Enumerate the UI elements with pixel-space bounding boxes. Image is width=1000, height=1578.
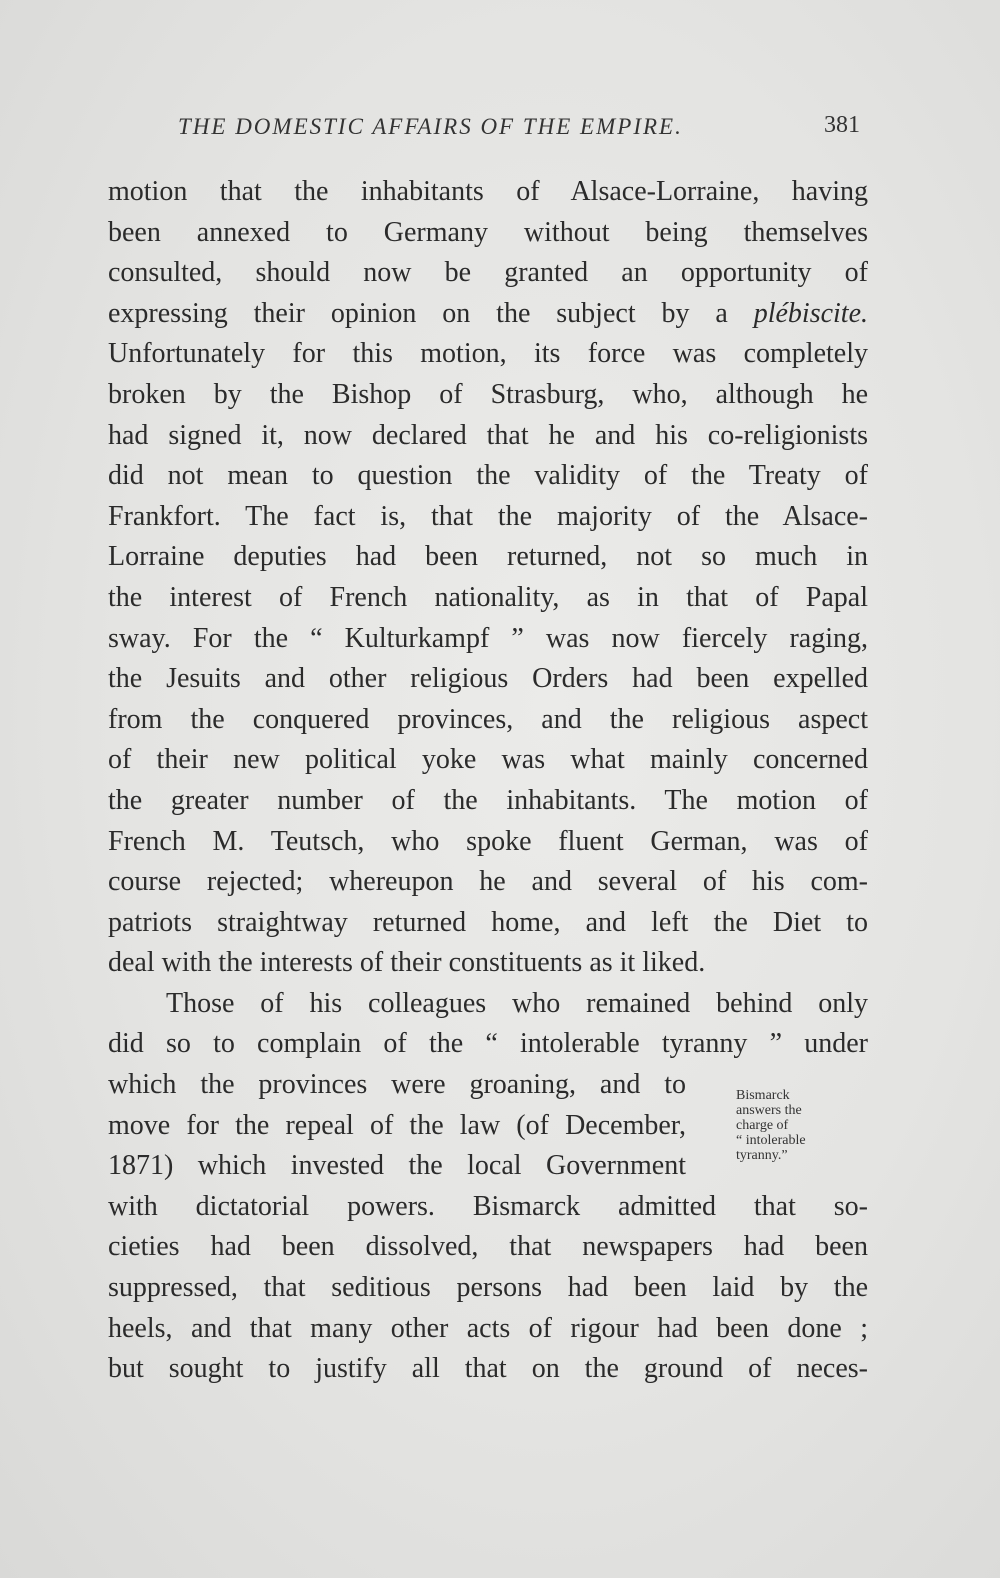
text-line: did not mean to question the validity of the Treaty of xyxy=(108,460,868,492)
text-line: had signed it, now declared that he and his co-religionists xyxy=(108,419,868,451)
text-line: move for the repeal of the law (of December, xyxy=(108,1109,686,1141)
italic-term: plébiscite. xyxy=(753,297,868,329)
text-line: did so to complain of the “ intolerable tyranny ” under xyxy=(108,1028,868,1060)
text-line: Frankfort. The fact is, that the majority of the Alsace- xyxy=(108,500,868,532)
text-line: with dictatorial powers. Bismarck admitted that so- xyxy=(108,1190,868,1222)
page-number: 381 xyxy=(824,112,860,138)
text-line: the greater number of the inhabitants. The motion of xyxy=(108,784,868,816)
text-line: cieties had been dissolved, that newspapers had been xyxy=(108,1231,868,1263)
text-line: Those of his colleagues who remained behind only xyxy=(166,987,868,1019)
text-line: heels, and that many other acts of rigour had been done ; xyxy=(108,1312,868,1344)
text-line: patriots straightway returned home, and left the Diet to xyxy=(108,906,868,938)
text-line: French M. Teutsch, who spoke fluent German, was of xyxy=(108,825,868,857)
text-line: deal with the interests of their constituents as it liked. xyxy=(108,947,706,979)
text-line: consulted, should now be granted an opportunity of xyxy=(108,257,868,289)
text-line: Lorraine deputies had been returned, not so much in xyxy=(108,541,868,573)
text-line: the Jesuits and other religious Orders had been expelled xyxy=(108,663,868,695)
text-line: course rejected; whereupon he and several of his com- xyxy=(108,866,868,898)
margin-note-line: “ intolerable xyxy=(736,1133,806,1148)
margin-note-line: tyranny.” xyxy=(736,1148,788,1163)
text-line: from the conquered provinces, and the religious aspect xyxy=(108,703,868,735)
text-line: 1871) which invested the local Government xyxy=(108,1150,686,1182)
body-text xyxy=(108,172,868,1390)
text-line: which the provinces were groaning, and to xyxy=(108,1069,686,1101)
text-line: suppressed, that seditious persons had been laid by the xyxy=(108,1272,868,1304)
margin-note-line: Bismarck xyxy=(736,1088,790,1103)
text-line: sway. For the “ Kulturkampf ” was now fiercely raging, xyxy=(108,622,868,654)
text-line: been annexed to Germany without being themselves xyxy=(108,216,868,248)
running-head: THE DOMESTIC AFFAIRS OF THE EMPIRE. xyxy=(178,114,683,139)
margin-note xyxy=(736,1088,856,1163)
margin-note-line: charge of xyxy=(736,1118,789,1133)
text-line: but sought to justify all that on the ground of neces- xyxy=(108,1353,868,1385)
text-line: Unfortunately for this motion, its force was completely xyxy=(108,338,868,370)
margin-note-line: answers the xyxy=(736,1103,802,1118)
text-line: of their new political yoke was what mainly concerned xyxy=(108,744,868,776)
text-fragment: expressing their opinion on the subject by a xyxy=(108,297,728,329)
text-line: motion that the inhabitants of Alsace-Lorraine, having xyxy=(108,176,868,207)
text-line: broken by the Bishop of Strasburg, who, although he xyxy=(108,378,868,410)
text-line xyxy=(108,294,868,335)
page-header xyxy=(178,108,860,148)
text-line: the interest of French nationality, as in that of Papal xyxy=(108,581,868,613)
